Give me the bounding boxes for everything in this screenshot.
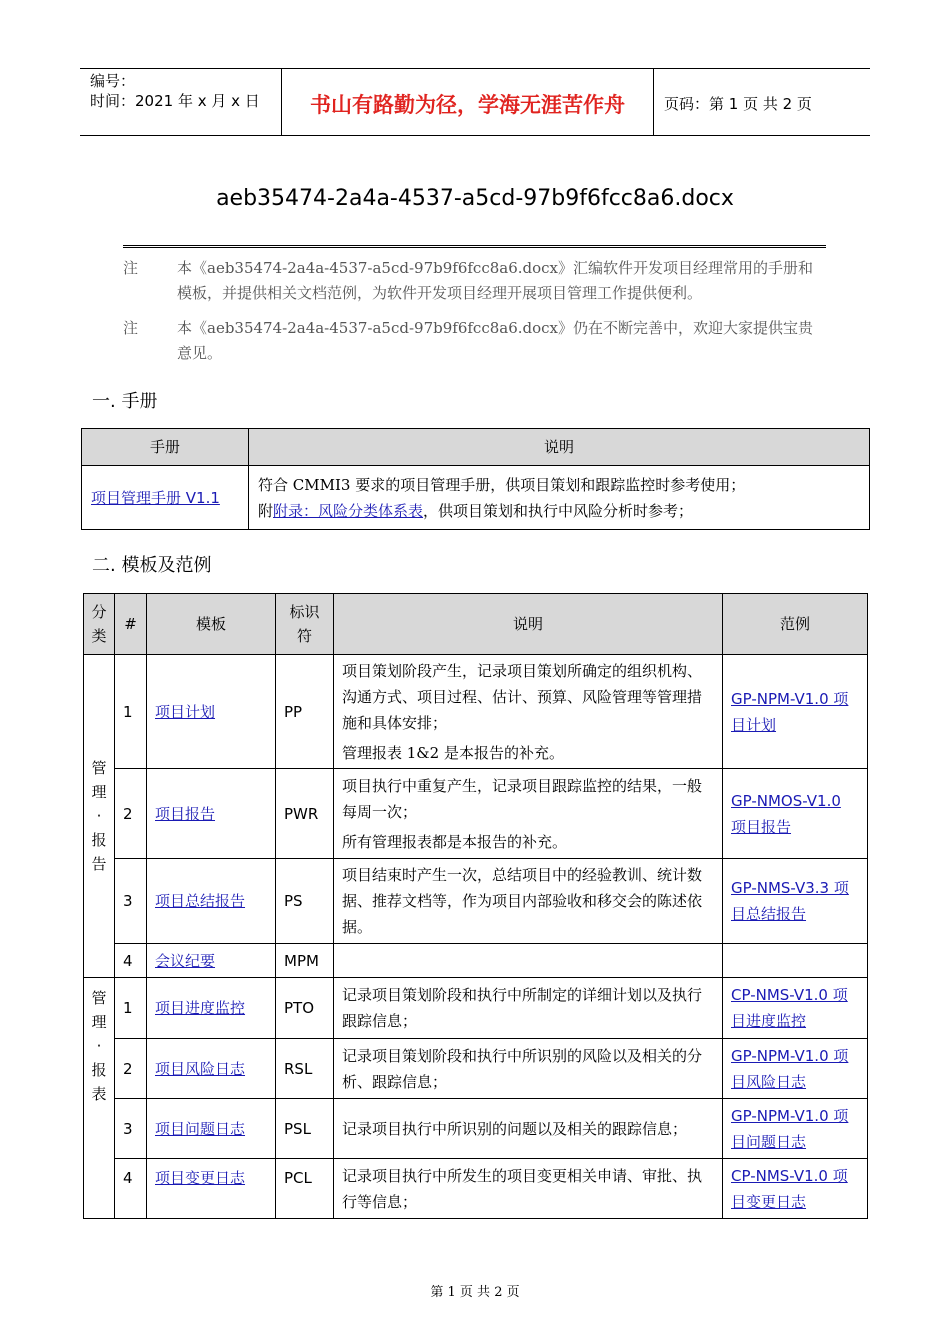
header-motto: 书山有路勤为径，学海无涯苦作舟 [281,69,654,135]
category-label: 管理·报表 [91,989,107,1103]
description-text: 项目策划阶段产生，记录项目策划所确定的组织机构、沟通方式、项目过程、估计、预算、风险管理等管理措施和具体安排； [342,661,703,732]
example-cell [723,859,868,944]
page-footer: 第 1 页 共 2 页 [430,1285,520,1300]
table-row [84,1159,868,1219]
column-header: 说明 [334,594,723,655]
description-text: 项目执行中重复产生，记录项目跟踪监控的结果，一般每周一次； [342,776,703,821]
row-number: 3 [115,859,147,944]
example-cell [723,944,868,978]
description-cell: 记录项目执行中所识别的问题以及相关的跟踪信息； [334,1099,723,1159]
header-page-number: 页码：第 1 页 共 2 页 [664,94,812,113]
description-cell: 记录项目策划阶段和执行中所制定的详细计划以及执行跟踪信息； [334,978,723,1039]
page-header [80,68,870,136]
row-number: 1 [115,655,147,769]
description-cell: 项目结束时产生一次，总结项目中的经验教训、统计数据、推荐文档等，作为项目内部验收和移交会的陈述依据。 [334,859,723,944]
table-row [84,944,868,978]
example-link[interactable]: GP-NMS-V3.3 项目总结报告 [731,879,849,923]
category-label: 管理·报告 [91,758,107,873]
header-meta [80,69,281,135]
doc-time: 时间：2021 年 x 月 x 日 [90,92,260,110]
identifier: PP [276,655,334,769]
template-cell [147,1039,276,1099]
identifier: RSL [276,1039,334,1099]
template-cell [147,1159,276,1219]
template-link[interactable]: 项目变更日志 [155,1169,246,1187]
note-text: 本《aeb35474-2a4a-4537-a5cd-97b9f6fcc8a6.docx》仍在不断完善中，欢迎大家提供宝贵意见。 [177,319,814,362]
row-number: 4 [115,1159,147,1219]
description-text: 管理报表 1&2 是本报告的补充。 [342,743,564,762]
example-cell [723,1039,868,1099]
example-cell [723,978,868,1039]
column-header: 范例 [723,594,868,655]
manual-desc-line [258,498,860,524]
template-cell [147,978,276,1039]
example-cell [723,769,868,859]
template-cell [147,655,276,769]
table-row [84,769,868,859]
note-text: 本《aeb35474-2a4a-4537-a5cd-97b9f6fcc8a6.docx》汇编软件开发项目经理常用的手册和模板，并提供相关文档范例，为软件开发项目经理开展项目管理工作提供便利。 [177,259,814,302]
header-text: 标识符 [289,602,320,645]
identifier: PWR [276,769,334,859]
table-row [84,978,868,1039]
example-link[interactable]: GP-NPM-V1.0 项目风险日志 [731,1046,849,1091]
column-header-code [276,594,334,655]
row-number: 2 [115,769,147,859]
template-table [83,593,868,1219]
column-header-category [84,594,115,655]
row-number: 3 [115,1099,147,1159]
description-cell [334,944,723,978]
manual-table [81,428,870,530]
appendix-link[interactable]: 附录：风险分类体系表 [273,501,424,520]
row-number: 4 [115,944,147,978]
column-header: 手册 [82,429,249,466]
example-link[interactable]: CP-NMS-V1.0 项目进度监控 [731,986,848,1030]
template-link[interactable]: 项目总结报告 [155,892,246,910]
manual-name-cell [82,466,249,530]
description-cell [334,769,723,859]
example-link[interactable]: GP-NPM-V1.0 项目计划 [731,689,849,734]
example-cell [723,1099,868,1159]
manual-description [249,466,870,530]
template-cell [147,859,276,944]
column-header: 模板 [147,594,276,655]
identifier: PSL [276,1099,334,1159]
doc-number-label: 编号： [90,72,136,90]
identifier: PTO [276,978,334,1039]
header-text: 分类 [91,602,107,645]
table-row [84,1039,868,1099]
row-number: 1 [115,978,147,1039]
example-link[interactable]: GP-NPM-V1.0 项目问题日志 [731,1106,849,1151]
example-link[interactable]: GP-NMOS-V1.0 项目报告 [731,791,841,836]
desc-text: 附 [258,501,274,520]
template-link[interactable]: 会议纪要 [155,951,216,970]
section-heading-templates: 二. 模板及范例 [92,555,212,576]
example-cell [723,655,868,769]
category-cell [84,655,115,978]
template-link[interactable]: 项目报告 [155,804,216,823]
template-link[interactable]: 项目问题日志 [155,1119,246,1138]
column-header: # [115,594,147,655]
row-number: 2 [115,1039,147,1099]
section-heading-manual: 一. 手册 [92,391,158,412]
description-cell [334,655,723,769]
table-row [84,655,868,769]
template-link[interactable]: 项目风险日志 [155,1059,246,1078]
column-header: 说明 [249,429,870,466]
description-cell: 记录项目执行中所发生的项目变更相关申请、审批、执行等信息； [334,1159,723,1219]
notes-block [123,245,826,376]
template-cell [147,769,276,859]
example-cell [723,1159,868,1219]
note-label: 注 [123,259,139,277]
identifier: PS [276,859,334,944]
identifier: MPM [276,944,334,978]
template-link[interactable]: 项目计划 [155,702,216,721]
example-link[interactable]: CP-NMS-V1.0 项目变更日志 [731,1166,848,1211]
note-item [123,256,826,306]
description-cell: 记录项目策划阶段和执行中所识别的风险以及相关的分析、跟踪信息； [334,1039,723,1099]
category-cell [84,978,115,1219]
note-label: 注 [123,319,139,337]
manual-link[interactable]: 项目管理手册 V1.1 [91,488,220,507]
template-cell [147,944,276,978]
note-item [123,316,826,366]
description-text: 所有管理报表都是本报告的补充。 [342,832,568,851]
manual-desc-line: 符合 CMMI3 要求的项目管理手册，供项目策划和跟踪监控时参考使用； [258,475,746,494]
identifier: PCL [276,1159,334,1219]
document-title: aeb35474-2a4a-4537-a5cd-97b9f6fcc8a6.docx [216,186,734,211]
desc-text: ，供项目策划和执行中风险分析时参考； [423,501,694,520]
template-cell [147,1099,276,1159]
table-row [84,859,868,944]
table-row [84,1099,868,1159]
template-link[interactable]: 项目进度监控 [155,999,246,1017]
